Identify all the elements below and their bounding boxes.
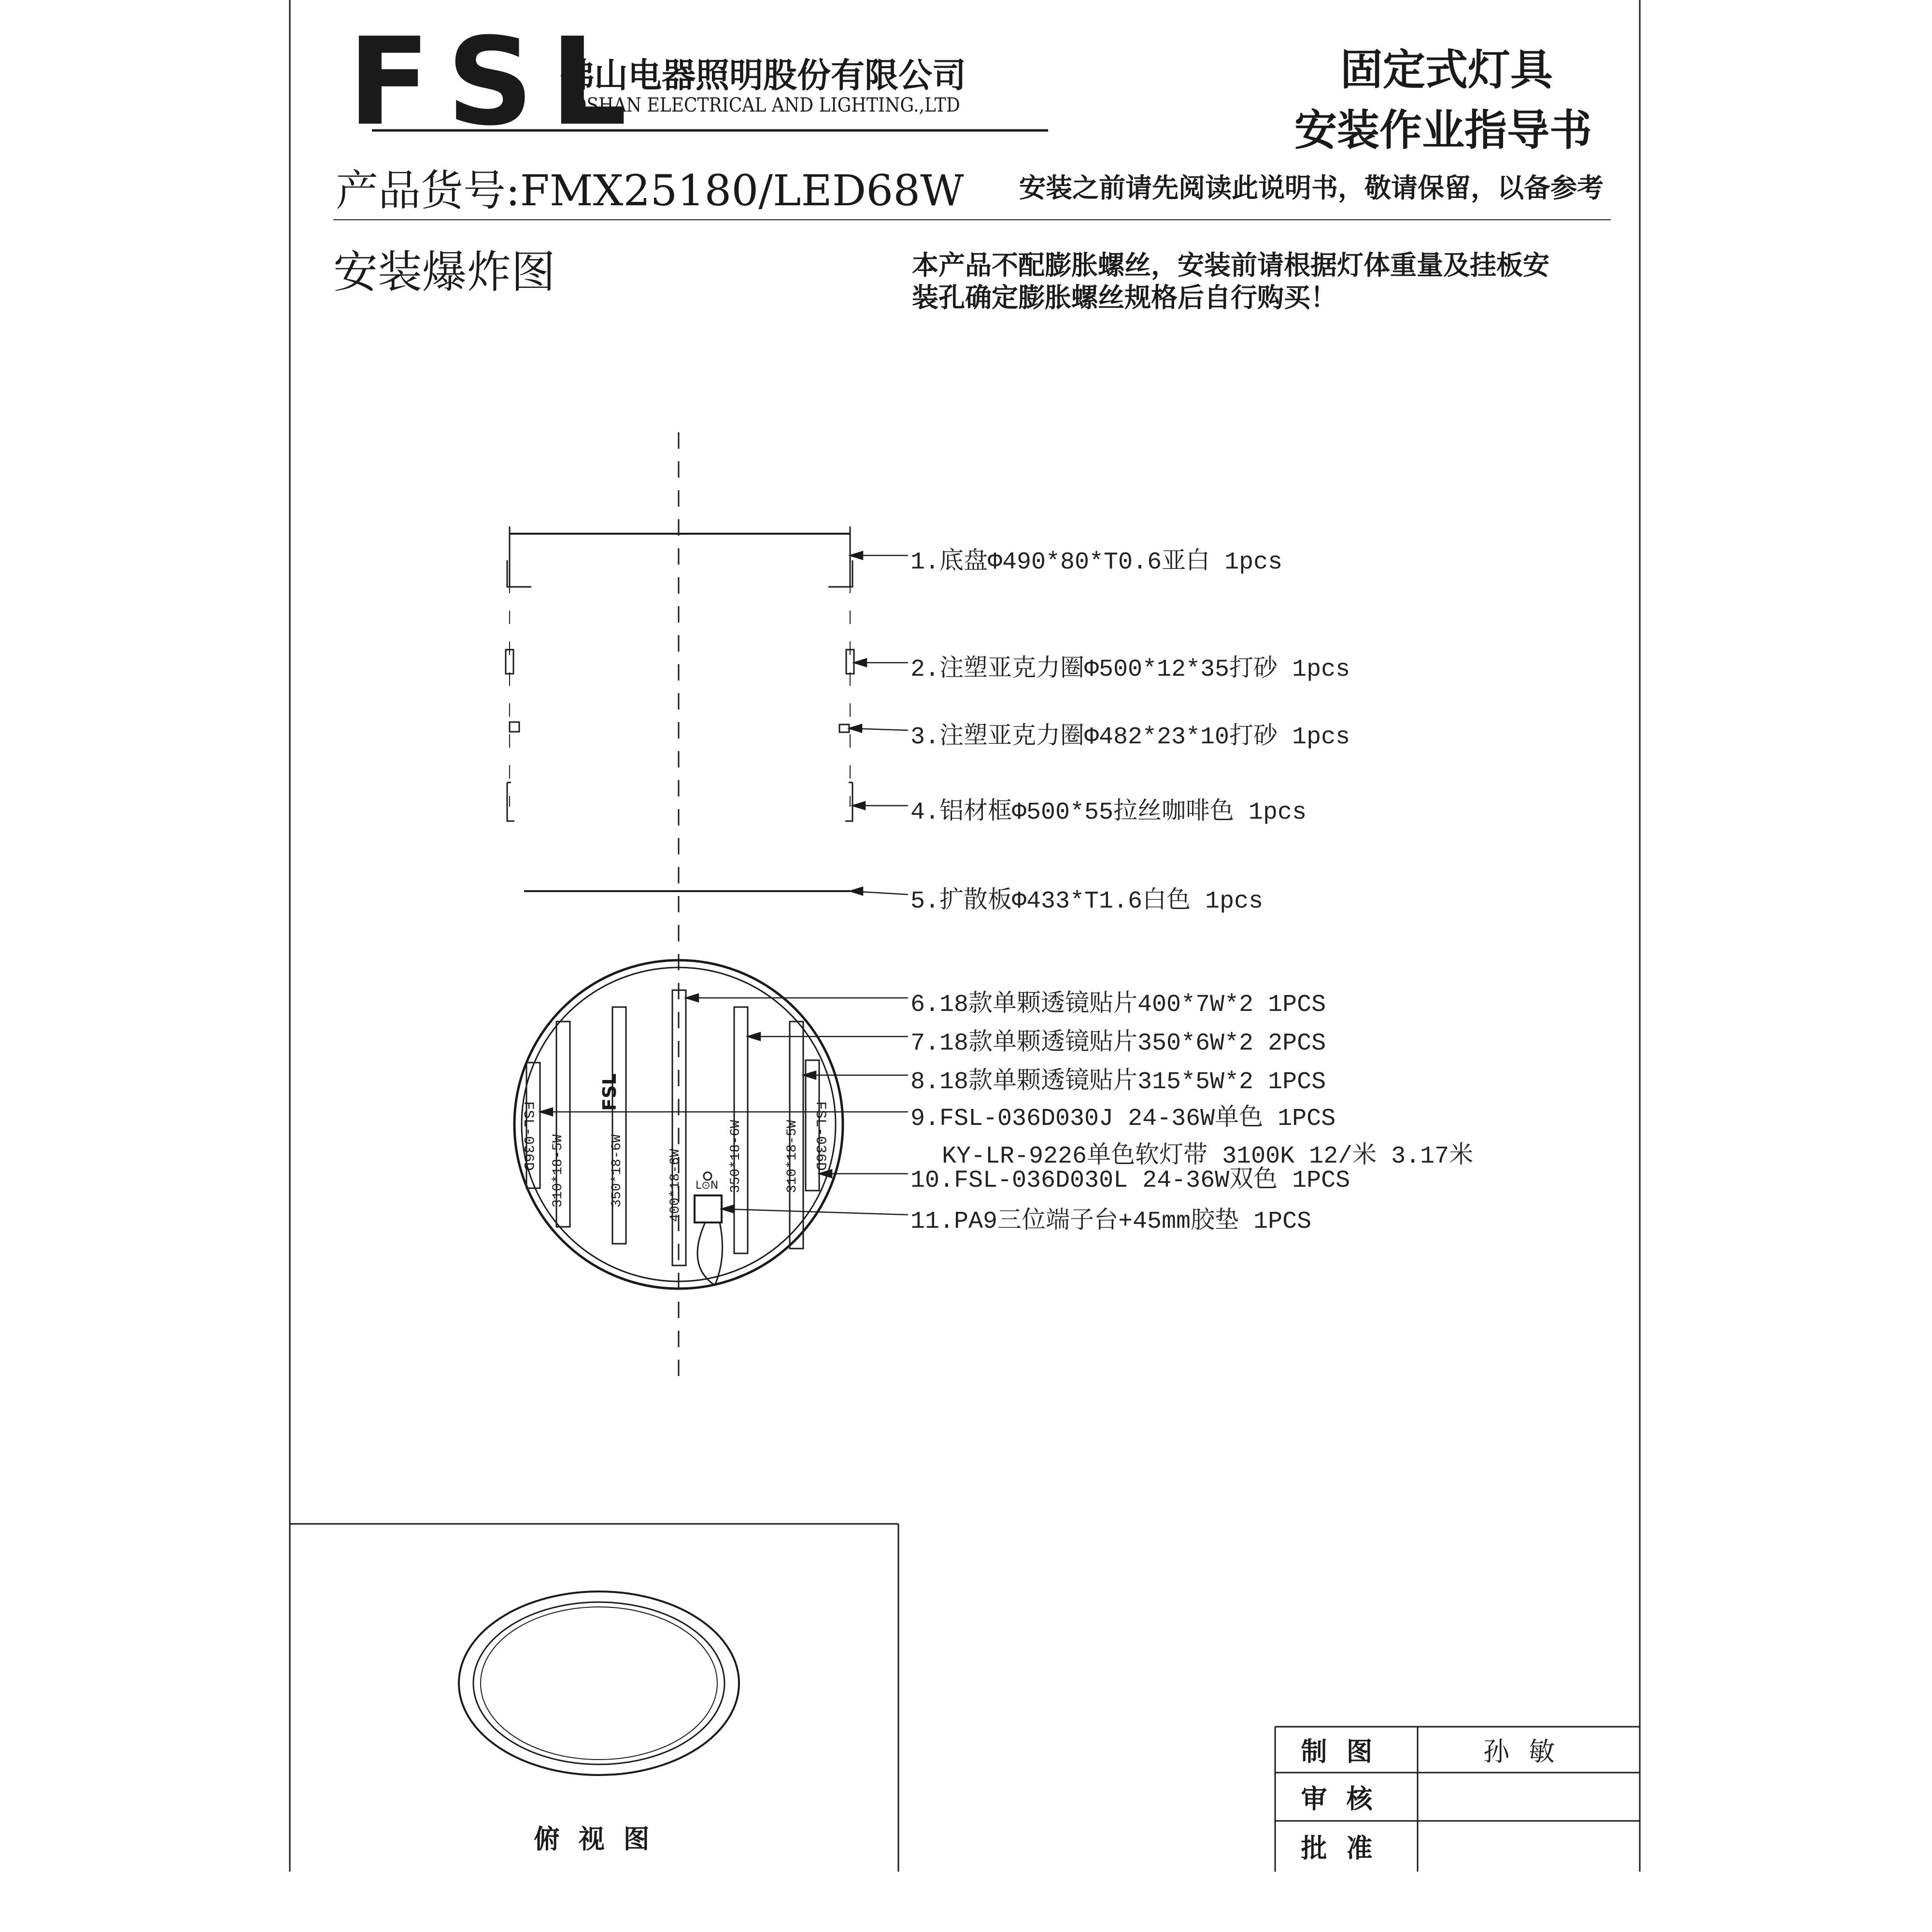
signoff-role-drawn: 制图 [1301, 1736, 1392, 1767]
leader-arrow-4 [852, 802, 865, 810]
board-mark-strip-d: 400*18-6W [668, 1149, 683, 1222]
signoff-name-review [1418, 1773, 1640, 1821]
board-mark-strip-b: 310*18-5W [551, 1134, 566, 1208]
board-brand-mark: FSL [599, 1073, 620, 1111]
part-label-3: 3.注塑亚克力圈Φ482*23*10打砂 1pcs [910, 724, 1350, 751]
signoff-name-approve [1418, 1821, 1640, 1872]
board-mark-strip-c: 350*18-6W [610, 1134, 625, 1208]
board-mark-strip-e: 350*18-6W [728, 1120, 743, 1193]
terminal-block [695, 1195, 722, 1222]
part-label-11: 10.FSL-036D030L 24-36W双色 1PCS [910, 1167, 1350, 1194]
leader-line-12 [722, 1209, 908, 1215]
part-label-9: 9.FSL-036D030J 24-36W单色 1PCS [910, 1105, 1336, 1133]
base-tray-part [507, 526, 852, 587]
part-label-6: 6.18款单颗透镜贴片400*7W*2 1PCS [910, 991, 1326, 1019]
topview-inner-rim [473, 1602, 724, 1764]
company-name-cn: 佛山电器照明股份有限公司 [560, 56, 966, 95]
board-mark-strip-a: FSL-036D [520, 1101, 536, 1171]
signoff-name-drawn: 孙敏 [1483, 1736, 1574, 1767]
screw-note-line1: 本产品不配膨胀螺丝，安装前请根据灯体重量及挂板安 [912, 250, 1550, 281]
leader-arrow-12 [722, 1205, 734, 1213]
ground-mark [704, 1172, 711, 1180]
top-view-caption: 俯 视 图 [534, 1824, 654, 1854]
part-label-8: 8.18款单颗透镜贴片315*5W*2 1PCS [910, 1068, 1326, 1096]
document-title-line2: 安装作业指导书 [1294, 105, 1592, 155]
lead-wire [697, 1222, 723, 1285]
part-label-5: 5.扩散板Φ433*T1.6白色 1pcs [910, 888, 1264, 915]
part-label-2: 2.注塑亚克力圈Φ500*12*35打砂 1pcs [910, 656, 1350, 683]
frame-profile-right [845, 782, 852, 821]
leader-arrow-5 [850, 887, 863, 895]
company-name-en: FOSHAN ELECTRICAL AND LIGHTING.,LTD [560, 94, 960, 116]
screw-note-line2: 装孔确定膨胀螺丝规格后自行购买！ [912, 282, 1337, 313]
company-logo: FSL [348, 12, 644, 152]
part-label-1: 1.底盘Φ490*80*T0.6亚白 1pcs [910, 549, 1283, 576]
part-label-12: 11.PA9三位端子台+45mm胶垫 1PCS [910, 1208, 1312, 1236]
topview-outer-rim [459, 1591, 739, 1775]
leader-arrow-9 [540, 1108, 553, 1116]
signoff-role-review: 审核 [1301, 1783, 1392, 1814]
terminal-marking: L⊙N [696, 1179, 719, 1192]
leader-arrow-7 [748, 1033, 760, 1040]
leader-arrow-3 [849, 724, 862, 732]
product-code: 产品货号:FMX25180/LED68W [336, 166, 964, 215]
topview-diffuser [481, 1607, 717, 1760]
frame-profile-left [507, 782, 514, 821]
document-title-line1: 固定式灯具 [1340, 45, 1553, 95]
signoff-role-approve: 批准 [1301, 1833, 1392, 1863]
acrylic-ring2-left [510, 722, 519, 732]
board-mark-strip-f: 310*18-5W [785, 1120, 800, 1193]
leader-arrow-11 [819, 1170, 832, 1178]
leader-arrow-2 [854, 659, 867, 667]
section-title: 安装爆炸图 [333, 246, 556, 298]
led-strips [526, 990, 819, 1265]
part-label-7: 7.18款单颗透镜贴片350*6W*2 2PCS [910, 1030, 1326, 1057]
read-notice: 安装之前请先阅读此说明书，敬请保留，以备参考 [1019, 172, 1604, 203]
leader-arrow-1 [850, 552, 863, 559]
leader-arrow-6 [686, 994, 698, 1002]
board-mark-strip-g: FSL-036D [812, 1101, 828, 1171]
part-label-4: 4.铝材框Φ500*55拉丝咖啡色 1pcs [910, 799, 1307, 826]
part-label-10: KY-LR-9226单色软灯带 3100K 12/米 3.17米 [913, 1143, 1474, 1170]
